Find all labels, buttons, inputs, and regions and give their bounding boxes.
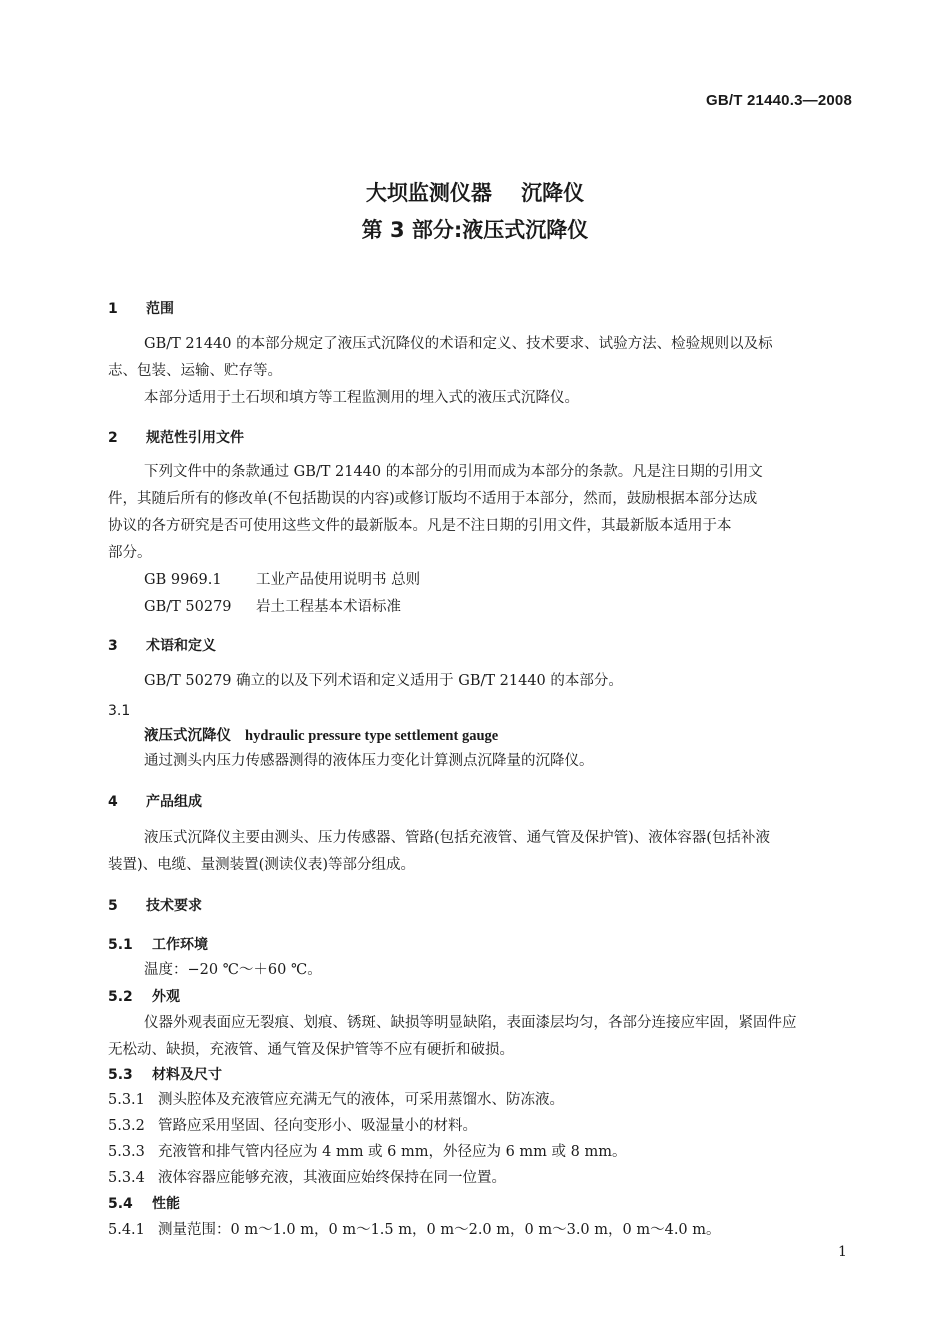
paragraph-line: 志、包装、运输、贮存等。 xyxy=(108,363,282,379)
paragraph-line: 部分。 xyxy=(108,545,152,561)
term-definition: 通过测头内压力传感器测得的液体压力变化计算测点沉降量的沉降仪。 xyxy=(144,753,594,769)
paragraph-line: 温度：−20 ℃～＋60 ℃。 xyxy=(144,962,322,978)
clause-text: 测量范围：0 m～1.0 m，0 m～1.5 m，0 m～2.0 m，0 m～3.0 m，0 m～4.0 m。 xyxy=(158,1222,721,1238)
paragraph-line: GB/T 50279 确立的以及下列术语和定义适用于 GB/T 21440 的本部分。 xyxy=(144,673,623,689)
clause-item xyxy=(108,1168,506,1188)
paragraph-line: 无松动、缺损，充液管、通气管及保护管等不应有硬折和破损。 xyxy=(108,1042,514,1058)
clause-item xyxy=(108,1220,721,1240)
section-number: 5 xyxy=(108,898,118,914)
section-title: 产品组成 xyxy=(146,794,202,810)
subsection-5-1-heading xyxy=(108,935,208,955)
paragraph-line: 仪器外观表面应无裂痕、划痕、锈斑、缺损等明显缺陷，表面漆层均匀，各部分连接应牢固，紧固件应 xyxy=(144,1015,797,1031)
section-number: 2 xyxy=(108,430,118,446)
clause-item xyxy=(108,1116,477,1136)
paragraph-line: 件，其随后所有的修改单(不包括勘误的内容)或修订版均不适用于本部分，然而，鼓励根据本部分达成 xyxy=(108,491,758,507)
clause-text: 液体容器应能够充液，其液面应始终保持在同一位置。 xyxy=(158,1170,506,1186)
section-1-heading xyxy=(108,299,174,319)
clause-number: 5.4.1 xyxy=(108,1222,145,1238)
section-title: 工作环境 xyxy=(152,937,208,953)
reference-title: 工业产品使用说明书 总则 xyxy=(256,572,421,588)
clause-text: 管路应采用坚固、径向变形小、吸湿量小的材料。 xyxy=(158,1118,477,1134)
section-title: 术语和定义 xyxy=(146,638,216,654)
section-number: 5.4 xyxy=(108,1196,133,1212)
subsection-3-1-number: 3.1 xyxy=(108,703,131,719)
clause-text: 充液管和排气管内径应为 4 mm 或 6 mm，外径应为 6 mm 或 8 mm。 xyxy=(158,1144,627,1160)
clause-text: 测头腔体及充液管应充满无气的液体，可采用蒸馏水、防冻液。 xyxy=(158,1092,564,1108)
paragraph-line: GB/T 21440 的本部分规定了液压式沉降仪的术语和定义、技术要求、试验方法、检验规则以及标 xyxy=(144,336,773,352)
document-title-line1: 大坝监测仪器 沉降仪 xyxy=(365,181,585,205)
section-title: 规范性引用文件 xyxy=(146,430,244,446)
section-5-heading xyxy=(108,896,202,916)
section-title: 材料及尺寸 xyxy=(152,1067,222,1083)
reference-code: GB/T 50279 xyxy=(144,599,232,615)
term-english: hydraulic pressure type settlement gauge xyxy=(245,728,499,744)
paragraph-line: 协议的各方研究是否可使用这些文件的最新版本。凡是不注日期的引用文件，其最新版本适用于本 xyxy=(108,518,732,534)
paragraph-line: 液压式沉降仪主要由测头、压力传感器、管路(包括充液管、通气管及保护管)、液体容器(包括补液 xyxy=(144,830,770,846)
section-title: 技术要求 xyxy=(146,898,202,914)
clause-item xyxy=(108,1142,627,1162)
subsection-5-3-heading xyxy=(108,1065,222,1085)
document-title-line2: 第 3 部分:液压式沉降仪 xyxy=(361,218,589,242)
paragraph-line: 装置)、电缆、量测装置(测读仪表)等部分组成。 xyxy=(108,857,415,873)
section-number: 3 xyxy=(108,638,118,654)
clause-number: 5.3.2 xyxy=(108,1118,145,1134)
section-number: 5.1 xyxy=(108,937,133,953)
section-title: 范围 xyxy=(146,301,174,317)
subsection-5-4-heading xyxy=(108,1194,180,1214)
section-number: 4 xyxy=(108,794,118,810)
page-number: 1 xyxy=(838,1244,847,1260)
paragraph-line: 下列文件中的条款通过 GB/T 21440 的本部分的引用而成为本部分的条款。凡是注日期的引用文 xyxy=(144,464,763,480)
normative-reference xyxy=(144,570,420,590)
section-number: 5.2 xyxy=(108,989,133,1005)
reference-title: 岩土工程基本术语标准 xyxy=(256,599,401,615)
paragraph-line: 本部分适用于土石坝和填方等工程监测用的埋入式的液压式沉降仪。 xyxy=(144,390,579,406)
section-3-heading xyxy=(108,636,216,656)
clause-number: 5.3.1 xyxy=(108,1092,145,1108)
standard-number: GB/T 21440.3—2008 xyxy=(706,92,852,109)
term-chinese: 液压式沉降仪 xyxy=(144,728,231,744)
reference-code: GB 9969.1 xyxy=(144,572,222,588)
section-title: 性能 xyxy=(152,1196,180,1212)
section-2-heading xyxy=(108,428,244,448)
section-4-heading xyxy=(108,792,202,812)
section-number: 1 xyxy=(108,301,118,317)
section-title: 外观 xyxy=(152,989,180,1005)
subsection-5-2-heading xyxy=(108,987,180,1007)
clause-number: 5.3.4 xyxy=(108,1170,145,1186)
clause-number: 5.3.3 xyxy=(108,1144,145,1160)
clause-item xyxy=(108,1090,564,1110)
term-entry xyxy=(144,726,498,746)
section-number: 5.3 xyxy=(108,1067,133,1083)
normative-reference xyxy=(144,597,401,617)
